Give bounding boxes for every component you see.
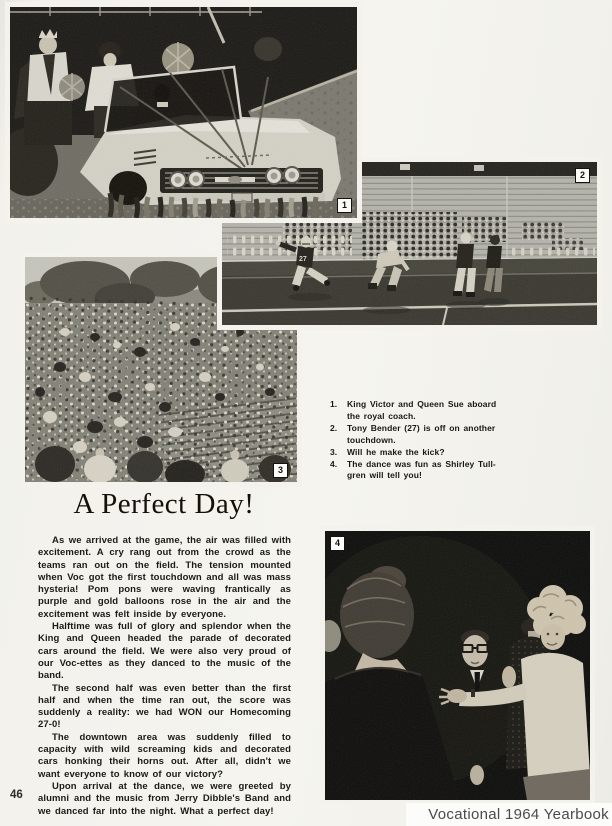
caption-text: Will he make the kick?: [347, 446, 445, 457]
page-number: 46: [10, 789, 23, 801]
caption-item: [330, 399, 515, 423]
homecoming-car-illustration: [10, 7, 357, 218]
article-paragraph: The downtown area was suddenly filled to capacity with wild screaming kids and decorated cars honking their horns out. After all, didn't we want everyone to know of our victory?: [38, 731, 291, 780]
article-paragraph: The second half was even better than the first half and when the time ran out, the score was suddenly a reality: we had WON our Homecoming 27-0!: [38, 682, 291, 731]
photo-number-label: 4: [330, 536, 345, 551]
article-body: [38, 535, 291, 818]
caption-text: The dance was fun as Shirley Tull- gren will tell you!: [347, 458, 496, 481]
caption-text: King Victor and Queen Sue aboard the royal coach.: [347, 399, 497, 421]
photo-number-label: 3: [273, 463, 288, 478]
photo-homecoming-royal-coach: [10, 7, 357, 218]
article-paragraph: Halftime was full of glory and splendor when the King and Queen headed the parade of decorated cars around the field. We were also very proud of our Voc-ettes as they danced to the music of the band.: [38, 621, 291, 682]
photo-number-label: 2: [575, 168, 590, 183]
caption-number: 1.: [330, 399, 338, 409]
dance-illustration: [325, 531, 590, 800]
caption-item: [330, 423, 515, 447]
caption-item: [330, 447, 515, 459]
caption-text: Tony Bender (27) is off on another touchdown.: [347, 422, 496, 445]
caption-item: [330, 459, 515, 483]
page-title: A Perfect Day!: [73, 488, 255, 520]
watermark-text: Vocational 1964 Yearbook: [428, 806, 609, 823]
jersey-number: 27: [299, 256, 307, 263]
watermark-strip: [406, 803, 612, 826]
caption-number: 4.: [330, 458, 338, 469]
article-paragraph: As we arrived at the game, the air was filled with excitement. A cry rang out from the crowd as the teams ran out on the field. The tension mounted when Voc got the first touchdown and all was mass hysteria! Pom pons were waving frantically as purple and gold balloons rose in the air and the excitement was felt inside by everyone.: [38, 535, 291, 620]
photo-homecoming-dance: [325, 531, 590, 800]
caption-number: 2.: [330, 422, 338, 433]
photo-captions-list: [330, 399, 515, 482]
article-paragraph: Upon arrival at the dance, we were greeted by alumni and the music from Jerry Dibble's Band and we danced far into the night. What a perfect day!: [38, 780, 291, 817]
caption-number: 3.: [330, 446, 338, 457]
photo-number-label: 1: [337, 198, 352, 213]
